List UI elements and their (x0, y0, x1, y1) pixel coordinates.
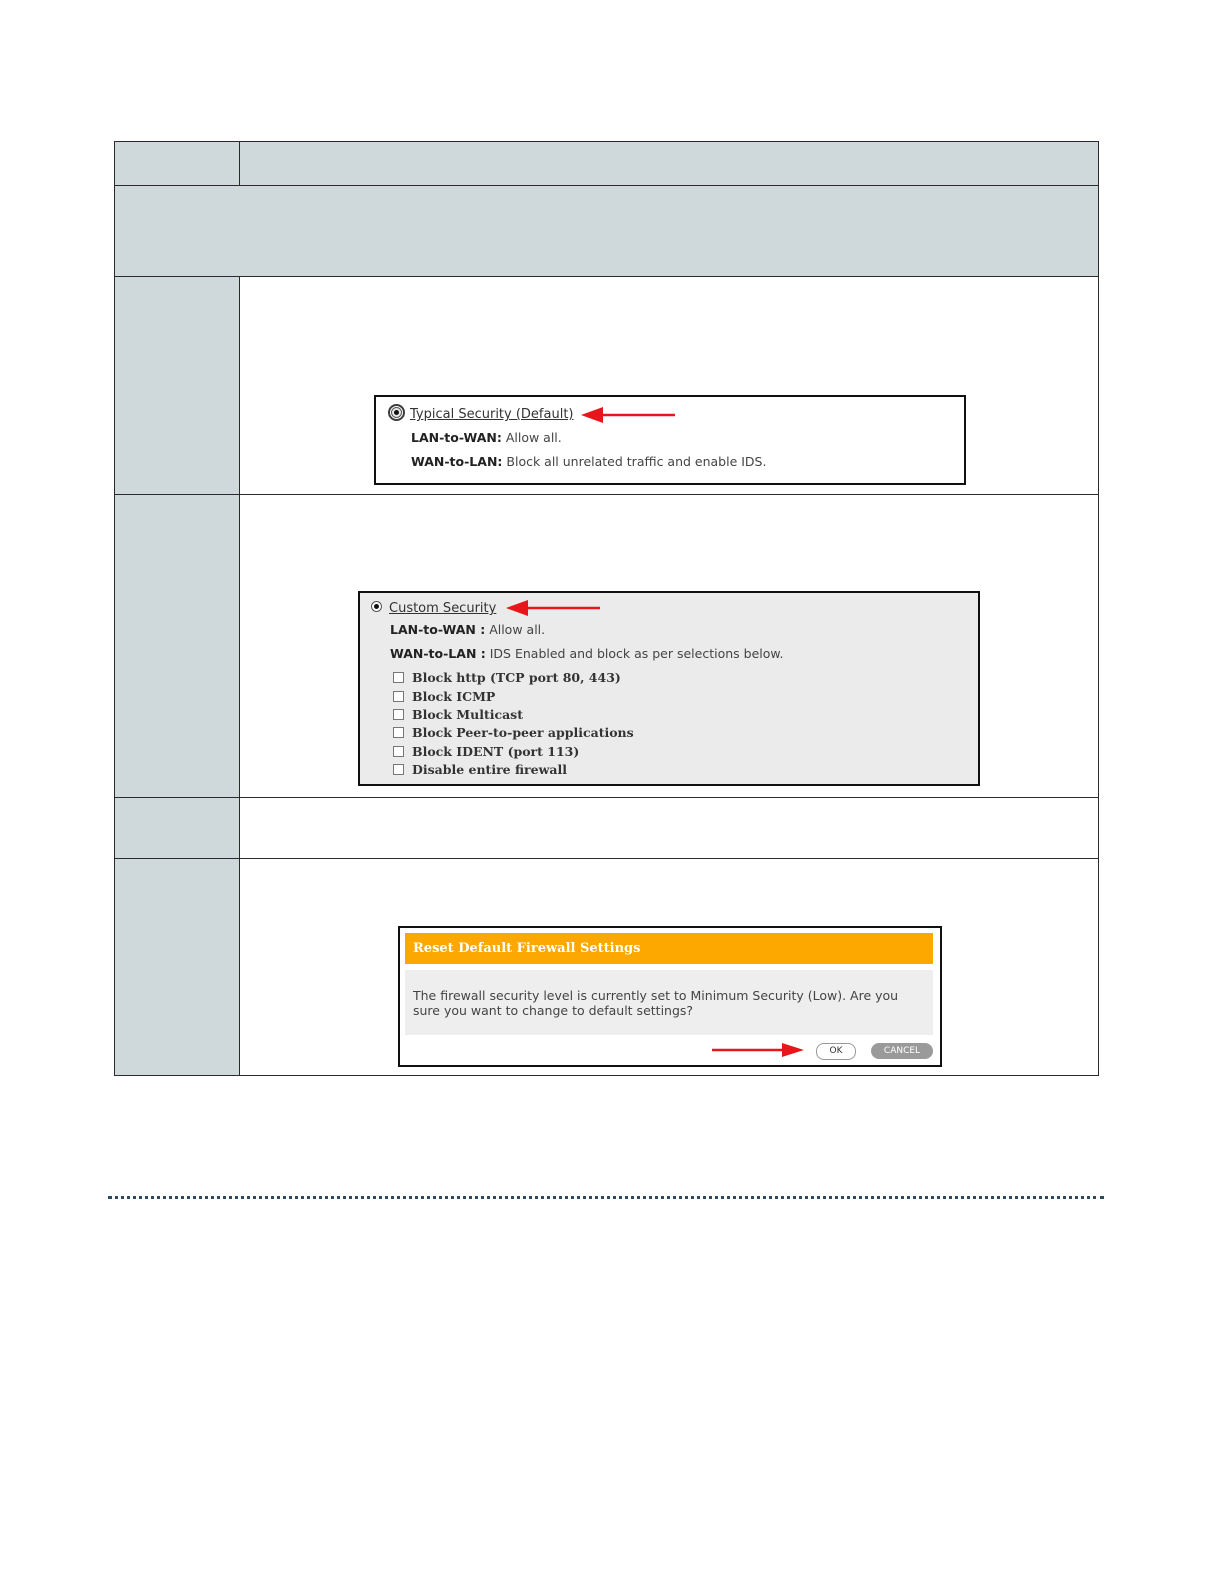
typical-lan-value: Allow all. (505, 430, 562, 445)
option-block-icmp[interactable] (393, 688, 495, 704)
option-block-p2p[interactable] (393, 724, 634, 740)
dotted-divider (108, 1196, 1104, 1199)
option-label: Block ICMP (412, 688, 496, 704)
checkbox[interactable] (393, 764, 404, 775)
typical-wan-value: Block all unrelated traffic and enable IDS. (506, 454, 767, 469)
option-label: Block http (TCP port 80, 443) (412, 669, 621, 685)
typical-lan-label: LAN-to-WAN: (411, 430, 502, 445)
typical-wan-to-lan-line (411, 454, 766, 469)
custom-security-panel (358, 591, 980, 786)
custom-lan-label: LAN-to-WAN : (390, 622, 486, 637)
row-content-cell (240, 495, 1099, 798)
option-label: Block Multicast (412, 706, 523, 722)
table-row (115, 277, 1099, 495)
table-header-row (115, 142, 1099, 186)
header-cell-right (240, 142, 1099, 186)
row-content-cell (240, 277, 1099, 495)
option-block-ident[interactable] (393, 743, 579, 759)
option-label: Disable entire firewall (412, 761, 567, 777)
red-arrow-icon (506, 599, 602, 617)
custom-security-link[interactable]: Custom Security (389, 601, 497, 616)
cancel-button[interactable]: CANCEL (871, 1043, 933, 1059)
typical-security-link[interactable]: Typical Security (Default) (410, 407, 574, 422)
table-row (115, 495, 1099, 798)
option-block-http[interactable] (393, 669, 621, 685)
checkbox[interactable] (393, 727, 404, 738)
custom-lan-to-wan-line (390, 622, 545, 637)
option-block-multicast[interactable] (393, 706, 523, 722)
section-header-cell (115, 186, 1099, 277)
custom-lan-value: Allow all. (489, 622, 546, 637)
ok-button[interactable]: OK (816, 1043, 856, 1060)
typical-security-radio[interactable] (391, 407, 402, 418)
red-arrow-icon (581, 406, 677, 424)
reset-dialog (398, 926, 942, 1067)
custom-security-radio[interactable] (371, 601, 382, 612)
table-section-row (115, 186, 1099, 277)
option-label: Block Peer-to-peer applications (412, 724, 634, 740)
red-arrow-icon (712, 1042, 806, 1058)
checkbox[interactable] (393, 691, 404, 702)
custom-wan-value: IDS Enabled and block as per selections below. (489, 646, 784, 661)
checkbox[interactable] (393, 709, 404, 720)
typical-security-panel (374, 395, 966, 485)
custom-wan-label: WAN-to-LAN : (390, 646, 486, 661)
row-content-cell (240, 798, 1099, 859)
typical-lan-to-wan-line (411, 430, 562, 445)
option-label: Block IDENT (port 113) (412, 743, 580, 759)
custom-wan-to-lan-line (390, 646, 783, 661)
option-disable-firewall[interactable] (393, 761, 567, 777)
table-row (115, 798, 1099, 859)
dialog-message: The firewall security level is currently set to Minimum Security (Low). Are you sure you want to change to default settings? (405, 970, 933, 1035)
typical-wan-label: WAN-to-LAN: (411, 454, 503, 469)
row-label-cell (115, 798, 240, 859)
row-label-cell (115, 277, 240, 495)
row-label-cell (115, 859, 240, 1076)
instructions-table (114, 141, 1099, 1076)
row-content-cell (240, 859, 1099, 1076)
checkbox[interactable] (393, 672, 404, 683)
table-row (115, 859, 1099, 1076)
dialog-title: Reset Default Firewall Settings (405, 933, 933, 964)
header-cell-left (115, 142, 240, 186)
row-label-cell (115, 495, 240, 798)
checkbox[interactable] (393, 746, 404, 757)
